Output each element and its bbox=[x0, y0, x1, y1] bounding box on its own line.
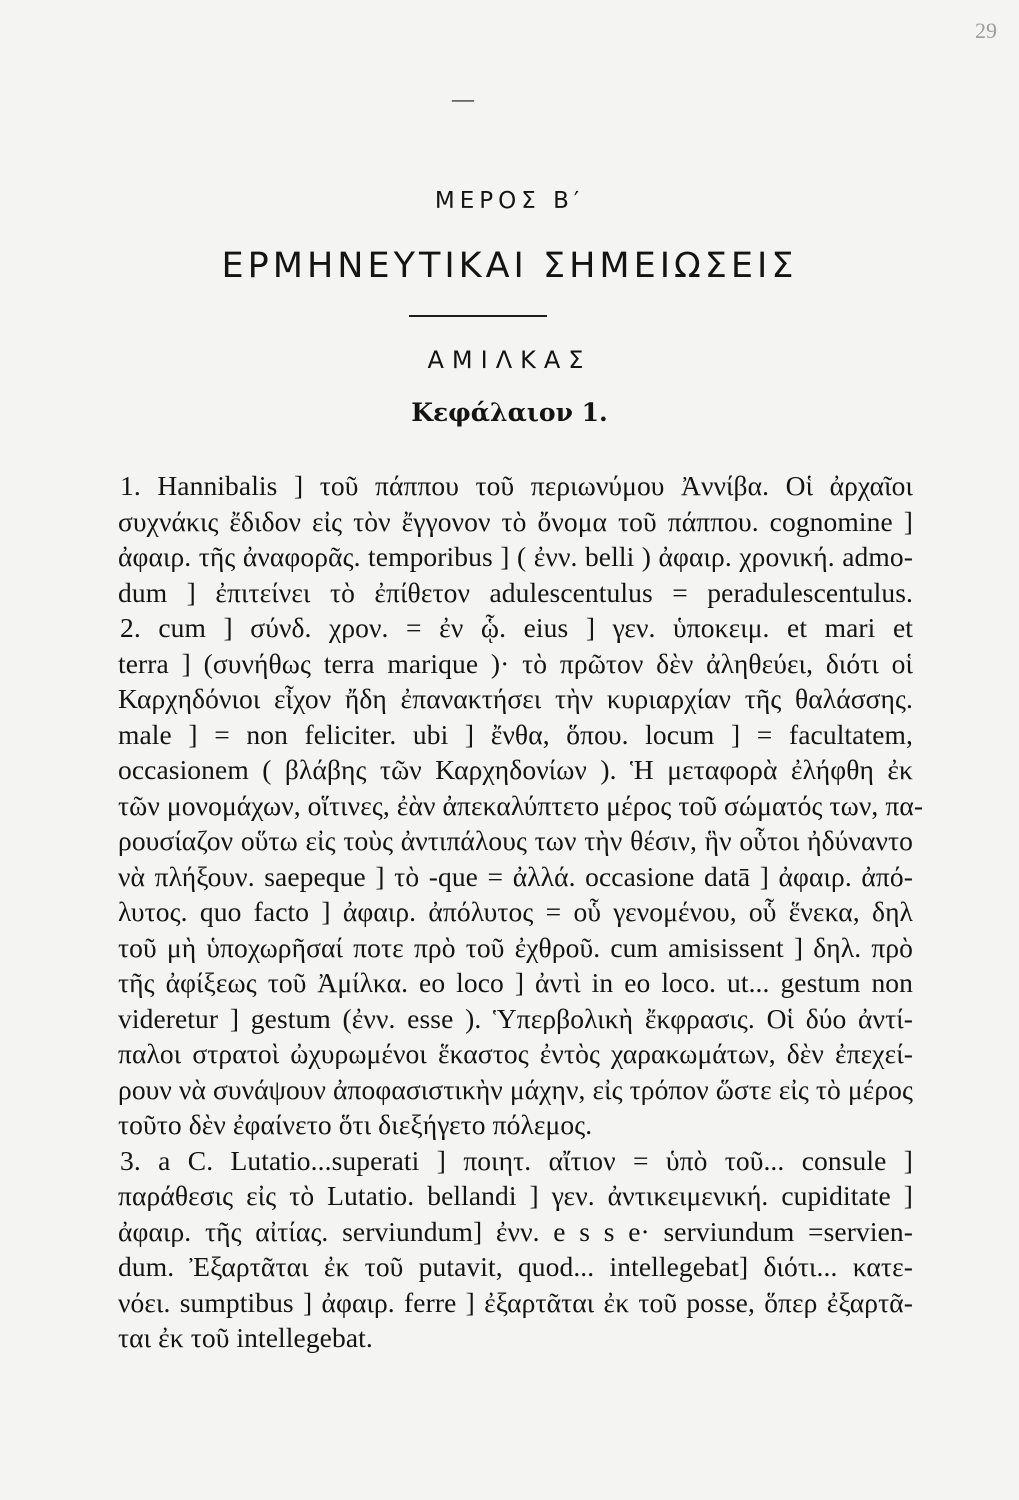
text-line: ρουν νὰ συνάψουν ἀποφασιστικὴν μάχην, εἰς τρόπον ὥστε εἰς τὸ μέρος bbox=[118, 1073, 913, 1105]
commentary-text bbox=[118, 468, 924, 1356]
text-line: 1. Hannibalis ] τοῦ πάππου τοῦ περιωνύμου Ἀννίβα. Οἱ ἀρχαῖοι bbox=[120, 470, 913, 501]
text-line: παλοι στρατοὶ ὠχυρωμένοι ἕκαστος ἐντὸς χαρακωμάτων, δὲν ἐπεχεί- bbox=[118, 1038, 913, 1069]
chapter-title: Κεφάλαιον 1. bbox=[411, 398, 608, 427]
text-line: terra ] (συνήθως terra marique )· τὸ πρῶτον δὲν ἀληθεύει, διότι οἱ bbox=[118, 647, 913, 679]
text-line: τοῦ μὴ ὑποχωρῆσαί ποτε πρὸ τοῦ ἐχθροῦ. cum amisissent ] δηλ. πρὸ bbox=[118, 931, 913, 963]
text-line: 3. a C. Lutatio...superati ] ποιητ. αἴτιον = ὑπὸ τοῦ... consule ] bbox=[120, 1144, 913, 1176]
text-line: τοῦτο δὲν ἐφαίνετο ὅτι διεξήγετο πόλεμος. bbox=[118, 1109, 593, 1140]
text-line: occasionem ( βλάβης τῶν Καρχηδονίων ). Ἡ μεταφορὰ ἐλήφθη ἐκ bbox=[118, 754, 913, 785]
text-line: dum ] ἐπιτείνει τὸ ἐπίθετον adulescentulus = peradulescentulus. bbox=[118, 576, 913, 608]
text-line: λυτος. quo facto ] ἀφαιρ. ἀπόλυτος = οὗ γενομένου, οὗ ἕνεκα, δηλ bbox=[118, 896, 913, 927]
main-title: ΕΡΜΗΝΕΥΤΙΚΑΙ ΣΗΜΕΙΩΣΕΙΣ bbox=[221, 246, 798, 286]
text-line: παράθεσις εἰς τὸ Lutatio. bellandi ] γεν. ἀντικειμενική. cupiditate ] bbox=[118, 1180, 913, 1211]
decorative-dash: — bbox=[452, 86, 474, 111]
title-rule bbox=[409, 315, 547, 317]
part-title: ΜΕΡΟΣ Β′ bbox=[434, 188, 585, 214]
text-line: ται ἐκ τοῦ intellegebat. bbox=[118, 1322, 373, 1353]
text-line: ρουσίαζον οὕτω εἰς τοὺς ἀντιπάλους των τὴν θέσιν, ἣν οὗτοι ἠδύναντο bbox=[118, 825, 913, 856]
text-line: ἀφαιρ. τῆς ἀναφορᾶς. temporibus ] ( ἐνν. belli ) ἀφαιρ. χρονική. admo- bbox=[118, 541, 913, 572]
text-line: τῶν μονομάχων, οἵτινες, ἐὰν ἀπεκαλύπτετο μέρος τοῦ σώματός των, πα- bbox=[118, 789, 924, 821]
text-line: τῆς ἀφίξεως τοῦ Ἀμίλκα. eo loco ] ἀντὶ in eo loco. ut... gestum non bbox=[118, 967, 913, 998]
text-line: videretur ] gestum (ἐνν. esse ). Ὑπερβολικὴ ἔκφρασις. Οἱ δύο ἀντί- bbox=[118, 1002, 913, 1034]
text-line: νὰ πλήξουν. saepeque ] τὸ -que = ἀλλά. occasione datā ] ἀφαιρ. ἀπό- bbox=[118, 860, 913, 892]
text-line: ἀφαιρ. τῆς αἰτίας. serviundum] ἐνν. e s s e· serviundum =servien- bbox=[118, 1215, 913, 1247]
text-line: συχνάκις ἔδιδον εἰς τὸν ἔγγονον τὸ ὄνομα τοῦ πάππου. cognomine ] bbox=[118, 505, 913, 537]
section-title: ΑΜΙΛΚΑΣ bbox=[427, 346, 592, 374]
text-line: dum. Ἐξαρτᾶται ἐκ τοῦ putavit, quod... intellegebat] διότι... κατε- bbox=[118, 1251, 913, 1282]
text-line: 2. cum ] σύνδ. χρον. = ἐν ᾧ. eius ] γεν. ὑποκειμ. et mari et bbox=[120, 612, 913, 643]
text-line: male ] = non feliciter. ubi ] ἔνθα, ὅπου. locum ] = facultatem, bbox=[118, 718, 913, 750]
text-line: νόει. sumptibus ] ἀφαιρ. ferre ] ἐξαρτᾶται ἐκ τοῦ posse, ὅπερ ἐξαρτᾶ- bbox=[118, 1286, 913, 1318]
text-line: Καρχηδόνιοι εἶχον ἤδη ἐπανακτήσει τὴν κυριαρχίαν τῆς θαλάσσης. bbox=[118, 683, 913, 714]
page-number: 29 bbox=[975, 18, 997, 43]
